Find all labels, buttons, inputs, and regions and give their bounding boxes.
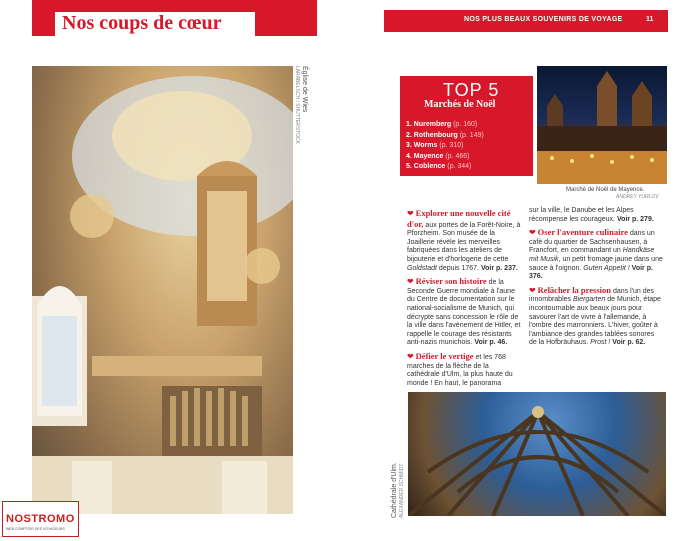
- list-item: 5. Coblence (p. 344): [406, 163, 472, 171]
- logo-brand: NOSTROMO: [6, 513, 75, 525]
- church-illustration: [32, 66, 293, 514]
- ulm-photo-credit: ALEXANDER SCHMIDT: [399, 463, 405, 518]
- heart-icon: ❤: [407, 209, 414, 218]
- christmas-market-photo: [537, 66, 667, 184]
- christmas-photo-credit: ANDREY YURLOV: [616, 194, 659, 200]
- list-item: 3. Worms (p. 310): [406, 142, 464, 150]
- top5-label: TOP 5: [443, 80, 500, 100]
- church-photo-caption: [296, 66, 316, 156]
- ulm-cathedral-photo: [408, 392, 666, 516]
- list-item: 2. Rothenbourg (p. 149): [406, 131, 484, 139]
- top5-subtitle: Marchés de Noël: [424, 99, 496, 110]
- logo-tagline: WEB COMPTOIR DES VOYAGEURS: [6, 527, 65, 531]
- running-header: NOS PLUS BEAUX SOUVENIRS DE VOYAGE: [464, 16, 623, 23]
- highlight-item: ❤ Oser l'aventure culinaire dans un café du quartier de Sachsenhausen, à Francfort, en commandant un Handkäse mit Musik, un petit fromage jaune dans une sauce à l'oignon. Guten Appetit ! Voir p. 376.: [529, 227, 663, 281]
- page-title: Nos coups de cœur: [62, 12, 222, 34]
- church-photo-credit: LARABELSCH / SHUTTERSTOCK: [294, 66, 300, 144]
- highlight-item: ❤ Réviser son histoire de la Seconde Guerre mondiale à l'aune du Centre de documentation sur le national-socialisme de Munich, qui décrypte sans concession le rôle de la ville dans l'avènement de Hitler, et rappelle le courage des résistants anti-nazis munichois. Voir p. 46.: [407, 276, 521, 347]
- heart-icon: ❤: [407, 277, 414, 287]
- highlight-item: ❤ Défier le vertige et les 768 marches de la flèche de la cathédrale d'Ulm, la plus haute du monde ! En haut, le panorama: [407, 350, 513, 387]
- ulm-caption-text: Cathédrale d'Ulm.: [391, 462, 398, 518]
- list-item: 4. Mayence (p. 466): [406, 152, 470, 160]
- heart-icon: ❤: [529, 285, 536, 295]
- list-item: 1. Nuremberg (p. 160): [406, 121, 478, 128]
- heart-icon: ❤: [407, 351, 414, 361]
- ulm-photo-caption: [385, 452, 405, 522]
- church-interior-photo: [32, 66, 293, 514]
- christmas-photo-caption: Marché de Noël de Mayence.: [566, 187, 645, 193]
- top5-list: [406, 120, 534, 173]
- ulm-cathedral-illustration: [408, 392, 666, 516]
- highlight-item: ❤ Explorer une nouvelle cité d'or, aux portes de la Forêt-Noire, à Pforzheim. Son musée de la Joaillerie révèle les merveilles fabriquées dans les ateliers de bijouterie et d'horlogerie de cette Goldstadt depuis 1767. Voir p. 237.: [407, 208, 521, 272]
- highlight-continuation: sur la ville, le Danube et les Alpes récompense les courageux. Voir p. 279.: [529, 207, 654, 223]
- page-number: 11: [646, 16, 654, 23]
- christmas-market-illustration: [537, 66, 667, 184]
- highlight-item: ❤ Relâcher la pression dans l'un des innombrables Biergarten de Munich, étape incontournable aux beaux jours pour savourer l'art de vivre à l'allemande, à l'ombre des marronniers. L'hiver, goûter à l'ambiance des grandes tablées sonores de la Hofbräuhaus. Prost ! Voir p. 62.: [529, 284, 661, 347]
- highlights-column-right: [529, 207, 663, 352]
- church-caption-text: Église de Wies: [301, 66, 308, 113]
- heart-icon: ❤: [529, 228, 536, 238]
- highlights-column-left: [407, 209, 523, 392]
